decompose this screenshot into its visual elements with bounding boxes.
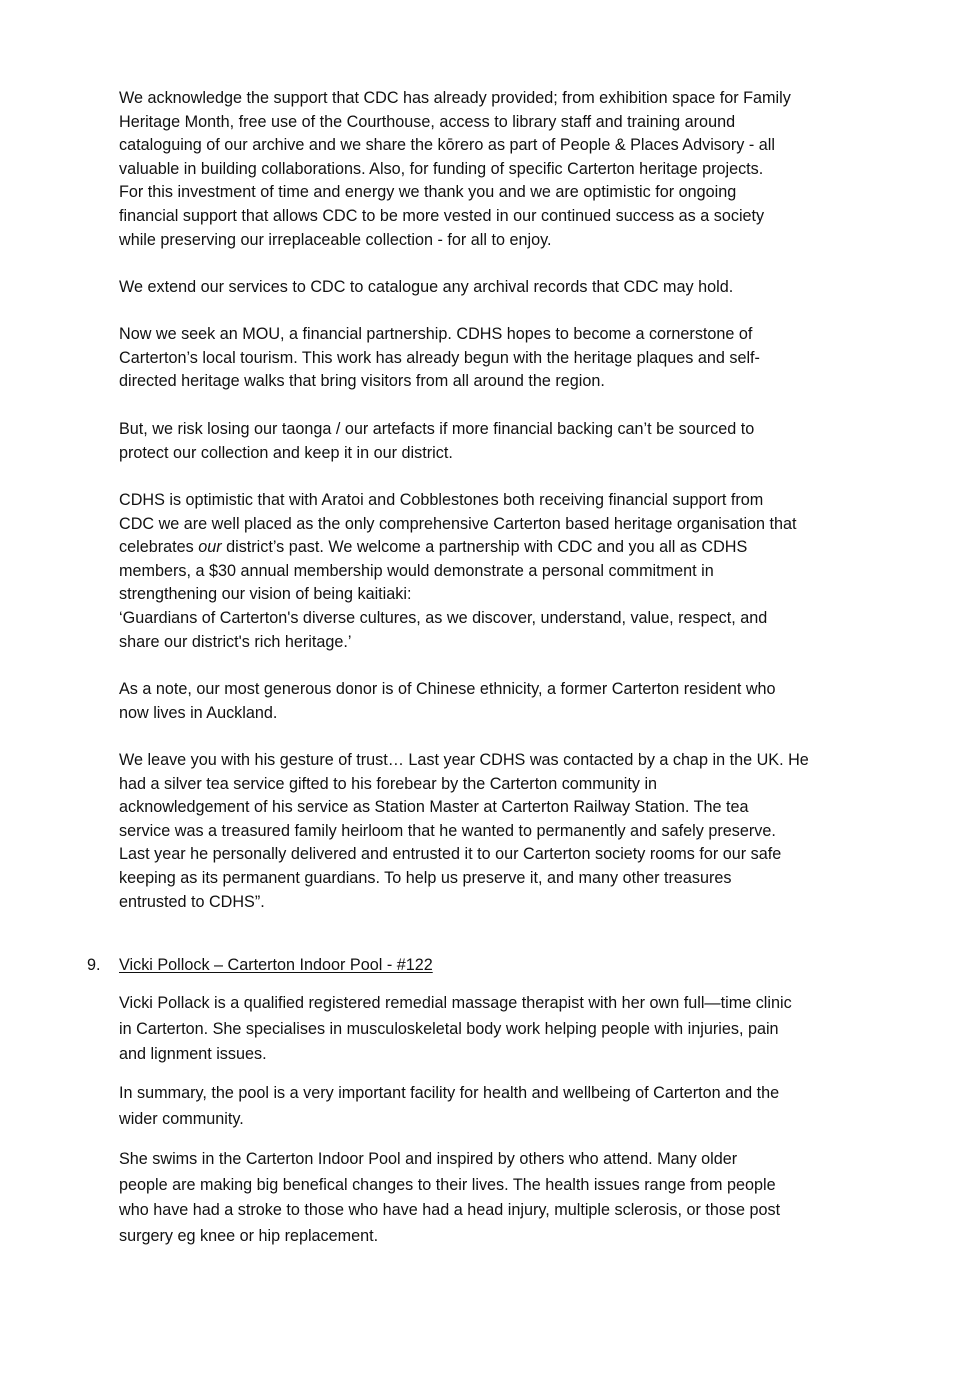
text-line: cataloguing of our archive and we share the kōrero as part of People & Places Advisory - all: [119, 136, 775, 155]
text-line: As a note, our most generous donor is of Chinese ethnicity, a former Carterton resident who: [119, 680, 776, 698]
text-line: Carterton’s local tourism. This work has already begun with the heritage plaques and self-: [119, 348, 760, 367]
text-line: in Carterton. She specialises in musculoskeletal body work helping people with injuries, pain: [119, 1019, 779, 1038]
quote-line: ‘Guardians of Carterton's diverse cultures, as we discover, understand, value, respect, and: [119, 608, 768, 627]
text-line: CDHS is optimistic that with Aratoi and Cobblestones both receiving financial support from: [119, 491, 764, 509]
text-line: people are making big benefical changes to their lives. The health issues range from people: [119, 1175, 776, 1194]
text-line: For this investment of time and energy we thank you and we are optimistic for ongoing: [119, 183, 737, 202]
text-line: Now we seek an MOU, a financial partnership. CDHS hopes to become a cornerstone of: [119, 325, 753, 343]
text-line: who have had a stroke to those who have had a head injury, multiple sclerosis, or those post: [119, 1201, 781, 1220]
paragraph-vicki-intro: [119, 991, 864, 1068]
text-line: acknowledgement of his service as Station Master at Carterton Railway Station. The tea: [119, 798, 749, 817]
text-line: In summary, the pool is a very important facility for health and wellbeing of Carterton and the: [119, 1084, 780, 1102]
emphasis-text: our: [198, 538, 222, 557]
text-line: members, a $30 annual membership would demonstrate a personal commitment in: [119, 561, 714, 580]
text-line: entrusted to CDHS”.: [119, 892, 265, 911]
item-title: Vicki Pollock – Carterton Indoor Pool - #122: [119, 956, 433, 974]
paragraph-donor: [119, 678, 864, 725]
text-line: But, we risk losing our taonga / our artefacts if more financial backing can’t be sourced to: [119, 420, 755, 438]
text-line: We extend our services to CDC to catalogue any archival records that CDC may hold.: [119, 278, 734, 296]
text-line: wider community.: [119, 1109, 244, 1128]
paragraph-optimistic: [119, 489, 864, 654]
paragraph-services: [119, 276, 864, 300]
quote-line: share our district's rich heritage.’: [119, 632, 352, 651]
text-line: strengthening our vision of being kaitiaki:: [119, 585, 412, 604]
paragraph-acknowledgement: [119, 87, 864, 252]
text-segment: celebrates: [119, 538, 199, 557]
paragraph-pool-summary: [119, 1081, 864, 1132]
paragraph-risk: [119, 418, 864, 465]
text-line: She swims in the Carterton Indoor Pool and inspired by others who attend. Many older: [119, 1150, 738, 1168]
text-line: Last year he personally delivered and entrusted it to our Carterton society rooms for our safe: [119, 845, 782, 864]
paragraph-tea-service: [119, 749, 864, 914]
text-line: keeping as its permanent guardians. To help us preserve it, and many other treasures: [119, 868, 732, 887]
item-9-heading: [87, 954, 433, 978]
text-line: Vicki Pollack is a qualified registered remedial massage therapist with her own full—time clinic: [119, 994, 792, 1012]
text-line: CDC we are well placed as the only comprehensive Carterton based heritage organisation that: [119, 514, 797, 533]
text-line: and lignment issues.: [119, 1045, 267, 1064]
text-segment: district’s past. We welcome a partnership with CDC and you all as CDHS: [221, 538, 748, 557]
text-line: financial support that allows CDC to be more vested in our continued success as a society: [119, 206, 765, 225]
text-line: now lives in Auckland.: [119, 703, 278, 722]
text-line: valuable in building collaborations. Also, for funding of specific Carterton heritage projects.: [119, 159, 764, 178]
text-line: had a silver tea service gifted to his forebear by the Carterton community in: [119, 774, 658, 793]
text-line: We leave you with his gesture of trust… Last year CDHS was contacted by a chap in the UK. He: [119, 751, 809, 769]
text-line: We acknowledge the support that CDC has already provided; from exhibition space for Family: [119, 89, 791, 107]
text-line: [119, 536, 864, 560]
text-line: Heritage Month, free use of the Courthouse, access to library staff and training around: [119, 112, 736, 131]
text-line: service was a treasured family heirloom that he wanted to permanently and safely preserve.: [119, 821, 776, 840]
text-line: while preserving our irreplaceable collection - for all to enjoy.: [119, 230, 552, 249]
item-number: 9.: [87, 956, 101, 974]
text-line: protect our collection and keep it in our district.: [119, 443, 453, 462]
text-line: directed heritage walks that bring visitors from all around the region.: [119, 372, 605, 391]
paragraph-mou: [119, 323, 864, 394]
text-line: surgery eg knee or hip replacement.: [119, 1226, 379, 1245]
paragraph-pool-health: [119, 1147, 864, 1249]
